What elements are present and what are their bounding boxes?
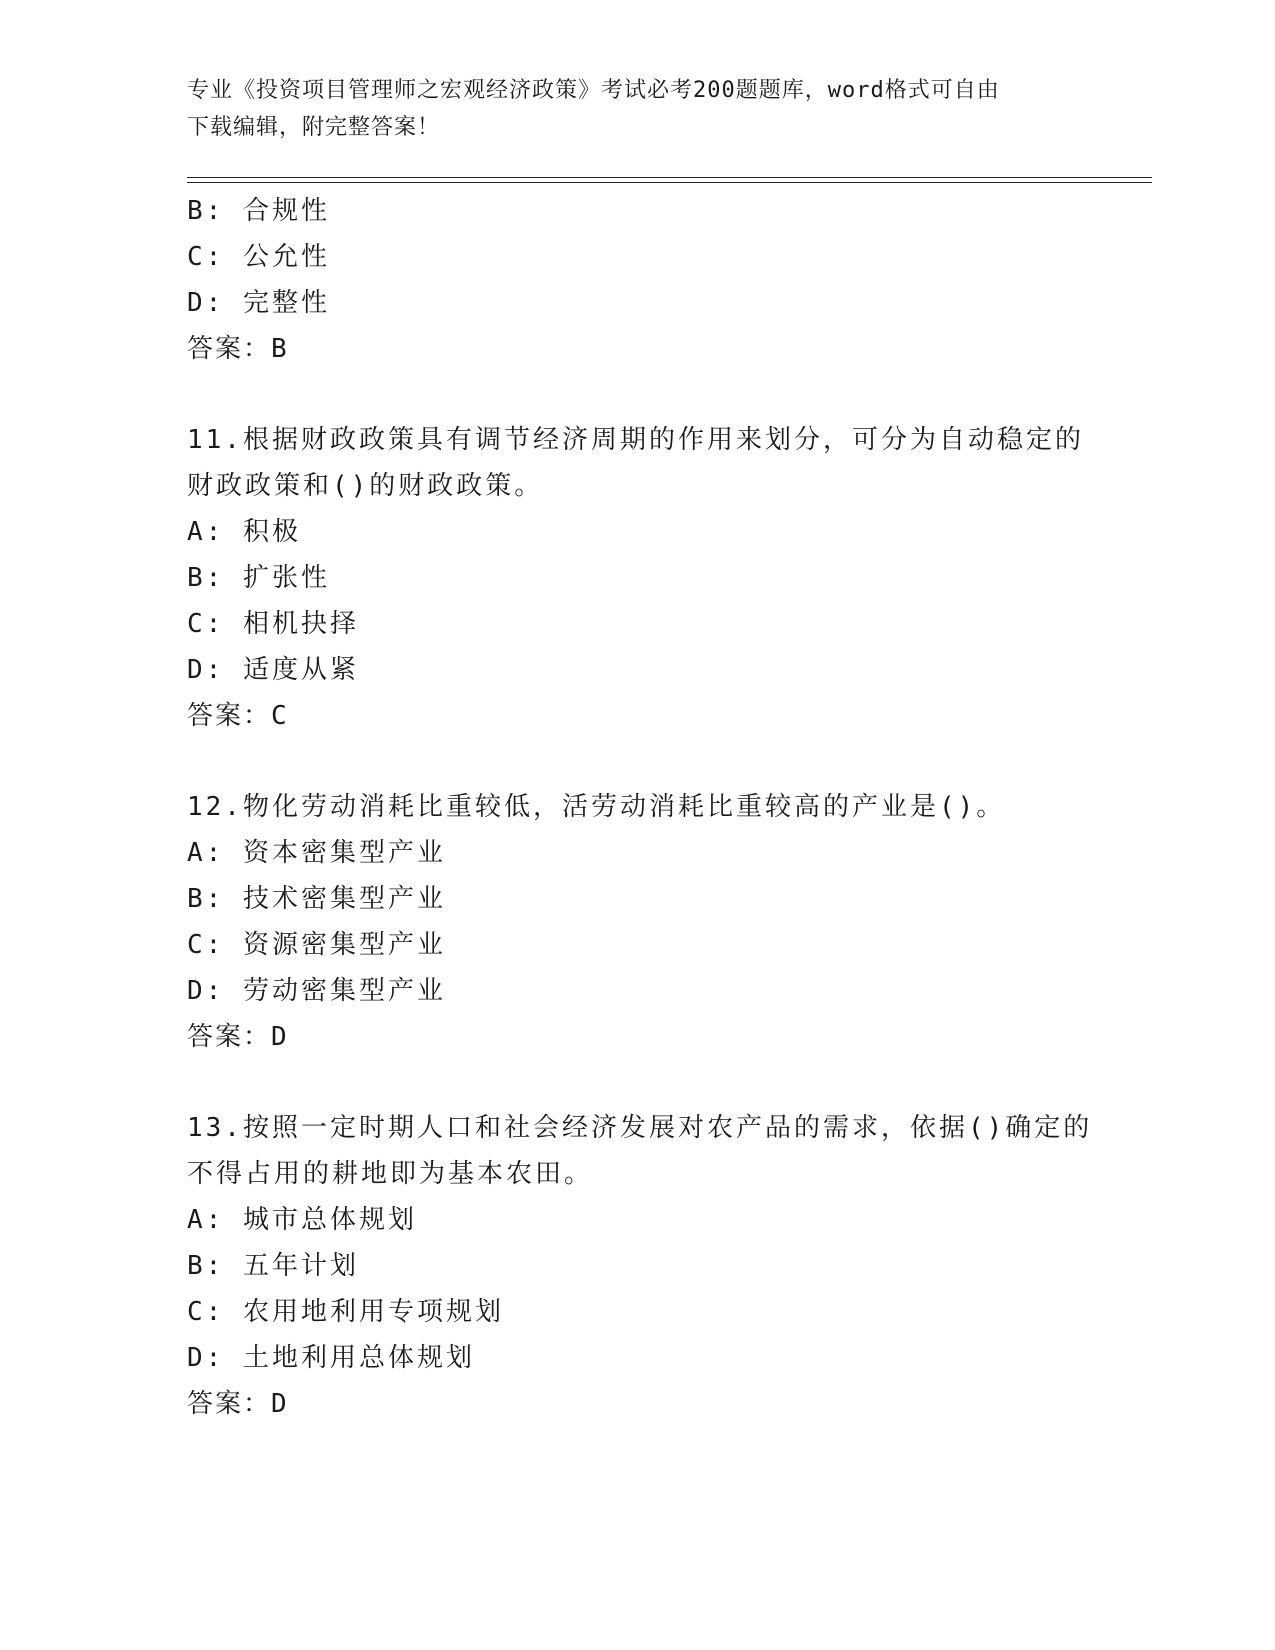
question-12 — [187, 784, 1087, 1060]
q13-option-a: A: 城市总体规划 — [187, 1205, 417, 1235]
q11-option-d: D: 适度从紧 — [187, 655, 359, 685]
q12-option-a: A: 资本密集型产业 — [187, 838, 446, 868]
q10-option-d: D: 完整性 — [187, 288, 330, 318]
header-divider-top — [187, 177, 1152, 178]
q11-text-line-1: 11.根据财政政策具有调节经济周期的作用来划分，可分为自动稳定的 — [187, 425, 1084, 455]
q13-text-line-1: 13.按照一定时期人口和社会经济发展对农产品的需求，依据()确定的 — [187, 1113, 1093, 1143]
question-13 — [187, 1105, 1093, 1427]
q13-text-line-2: 不得占用的耕地即为基本农田。 — [187, 1159, 594, 1189]
q11-text-line-2: 财政政策和()的财政政策。 — [187, 471, 544, 501]
q13-option-b: B: 五年计划 — [187, 1251, 359, 1281]
q11-answer: 答案：C — [187, 701, 289, 731]
q11-option-a: A: 积极 — [187, 517, 301, 547]
question-list — [187, 188, 1093, 1427]
q11-option-b: B: 扩张性 — [187, 563, 330, 593]
q13-option-d: D: 土地利用总体规划 — [187, 1343, 475, 1373]
q12-text-line-1: 12.物化劳动消耗比重较低，活劳动消耗比重较高的产业是()。 — [187, 792, 1006, 822]
q10-answer: 答案：B — [187, 334, 289, 364]
q12-option-c: C: 资源密集型产业 — [187, 930, 446, 960]
q12-option-b: B: 技术密集型产业 — [187, 884, 446, 914]
header-line-2: 下载编辑，附完整答案！ — [187, 115, 441, 140]
q10-option-c: C: 公允性 — [187, 242, 330, 272]
q12-option-d: D: 劳动密集型产业 — [187, 976, 446, 1006]
q11-option-c: C: 相机抉择 — [187, 609, 359, 639]
question-11 — [187, 417, 1087, 739]
q10-option-b: B: 合规性 — [187, 196, 330, 226]
q13-answer: 答案：D — [187, 1389, 289, 1419]
q12-answer: 答案：D — [187, 1022, 289, 1052]
question-10 — [187, 188, 1087, 372]
document-header — [187, 72, 1067, 146]
q13-option-c: C: 农用地利用专项规划 — [187, 1297, 504, 1327]
header-divider-bottom — [187, 182, 1152, 183]
header-line-1: 专业《投资项目管理师之宏观经济政策》考试必考200题题库，word格式可自由 — [187, 78, 1000, 103]
